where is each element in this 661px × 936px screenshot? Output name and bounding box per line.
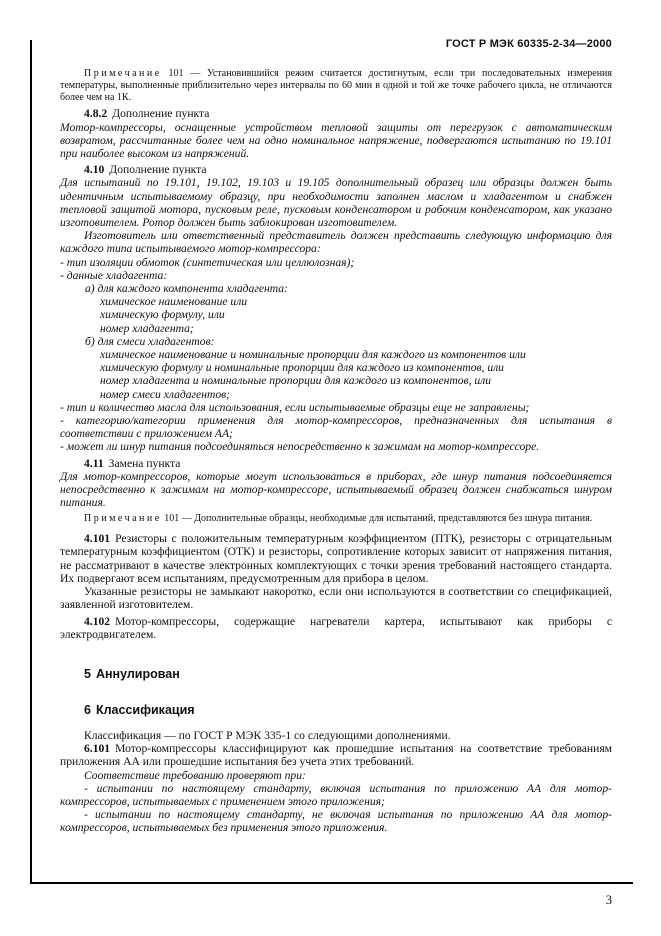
- clause-number: 4.101: [84, 532, 111, 546]
- note-101-extra-samples: [60, 513, 612, 525]
- clause-text: Резисторы с положительным температурным коэффициентом (ПТК), резисторы с отрицательным температурным коэффициентом (ОТК) и резисторы, сопротивление которых зависит от напряжения питания, не рассматривают в качестве электронных комплектующих с точки зрения требований настоящего стандарта. Их подвергают всем испытаниям, предусмотренным для прибора в целом.: [60, 532, 612, 585]
- clause-number: 4.10: [84, 163, 105, 177]
- note-label: Примечание: [84, 68, 162, 79]
- list-item-refrigerant-data: - данные хладагента:: [60, 268, 168, 282]
- section-heading-5: [60, 667, 612, 681]
- list-item-supply-cord: - может ли шнур питания подсоединяться непосредственно к зажимам на мотор-компрессоре.: [60, 440, 540, 454]
- list-subitem-mixture-name: химическое наименование и номинальные пропорции для каждого из компонентов или: [100, 348, 526, 362]
- paragraph-6-101: [60, 742, 612, 768]
- clause-number: 4.11: [84, 456, 104, 470]
- clause-number: 4.8.2: [84, 107, 108, 121]
- section-number: 5: [84, 666, 91, 681]
- note-number: 101: [164, 513, 180, 525]
- section-title: Классификация: [95, 702, 195, 717]
- paragraph-4-8-2-body: Мотор-компрессоры, оснащенные устройством тепловой защиты от перегрузок с автоматическим возвратом, рассчитанные более чем на одно номинальное напряжение, подвергаются испытанию по 19.101 при наиболее высоком из напряжений.: [60, 120, 612, 160]
- paragraph-4-10-body: Для испытаний по 19.101, 19.102, 19.103 и 19.105 дополнительный образец или образцы должен быть идентичным испытываемому образцу, при необходимости заполнен маслом и хладагентом и снабжен тепловой защитой мотора, пусковым реле, пусковым конденсатором и рабочим конденсатором, как указано изготовителем. Ротор должен быть заблокирован изготовителем.: [60, 176, 612, 230]
- list-subitem-mixture-number: номер хладагента и номинальные пропорции для каждого из компонентов, или: [100, 374, 492, 388]
- clause-title: Замена пункта: [108, 456, 181, 470]
- section-number: 6: [84, 702, 91, 717]
- note-label: Примечание: [84, 513, 162, 525]
- paragraph-4-102: [60, 615, 612, 641]
- clause-text: Мотор-компрессоры, содержащие нагреватели картера, испытывают как приборы с электродвигателем.: [60, 614, 612, 641]
- paragraph-manufacturer-info: Изготовитель или ответственный представитель должен представить следующую информацию для каждого типа испытываемого мотор-компрессора:: [60, 229, 612, 256]
- list-subitem-refrigerant-number: номер хладагента;: [100, 321, 194, 335]
- clause-heading-4-8-2: [60, 107, 612, 120]
- list-item-test-with-annex: - испытании по настоящему стандарту, включая испытания по приложению АА для мотор-компрессоров, испытываемых с применением этого приложения;: [60, 781, 612, 808]
- doc-code-header: ГОСТ Р МЭК 60335-2-34—2000: [445, 38, 612, 50]
- list-item-application-category: - категорию/категории применения для мотор-компрессоров, предназначенных для испытания в соответствии с приложением АА;: [60, 414, 612, 441]
- note-text: — Установившийся режим считается достигнутым, если три последовательных измерения температуры, выполненные приблизительно через интервалы по 60 мин в одной и той же точке рабочего цикла, не отличаются более чем на 1К.: [60, 68, 613, 103]
- list-item-b-mixture: б) для смеси хладагентов:: [85, 334, 215, 348]
- paragraph-compliance-check: Соответствие требованию проверяют при:: [84, 768, 306, 782]
- list-subitem-chemical-name: химическое наименование или: [100, 295, 248, 309]
- text-column: [60, 64, 612, 835]
- clause-title: Дополнение пункта: [112, 107, 210, 121]
- paragraph-4-101: [60, 532, 612, 585]
- list-subitem-chemical-formula: химическую формулу, или: [100, 308, 225, 322]
- clause-number: 6.101: [84, 742, 111, 756]
- clause-heading-4-10: [60, 163, 612, 176]
- list-item-oil-type: - тип и количество масла для использования, если испытываемые образцы еще не заправлены;: [60, 400, 530, 414]
- paragraph-classification-intro: Классификация — по ГОСТ Р МЭК 335-1 со следующими дополнениями.: [84, 728, 451, 742]
- section-heading-6: [60, 703, 612, 717]
- list-item-a-component: а) для каждого компонента хладагента:: [85, 282, 288, 296]
- paragraph-resistors-note: Указанные резисторы не замыкают накоротко, если они используются в соответствии со спецификацией, заявленной изготовителем.: [60, 585, 612, 612]
- page-number: 3: [605, 893, 612, 907]
- list-item-test-without-annex: - испытании по настоящему стандарту, не включая испытания по приложению АА для мотор-компрессоров, испытываемых без применения этого приложения.: [60, 808, 612, 835]
- list-subitem-mixture-blend-number: номер смеси хладагентов;: [100, 387, 231, 401]
- clause-heading-4-11: [60, 457, 612, 470]
- list-item-insulation-type: - тип изоляции обмоток (синтетическая или целлюлозная);: [60, 255, 355, 269]
- section-title: Аннулирован: [95, 666, 180, 681]
- note-number: 101: [168, 68, 184, 79]
- clause-text: Мотор-компрессоры классифицируют как прошедшие испытания на соответствие требованиям приложения АА или прошедшие испытания без учета этих требований.: [60, 742, 612, 769]
- note-101-steady-state: [60, 68, 612, 103]
- note-text: — Дополнительные образцы, необходимые для испытаний, представляются без шнура питания.: [181, 513, 593, 525]
- paragraph-4-11-body: Для мотор-компрессоров, которые могут использоваться в приборах, где шнур питания подсоединяется непосредственно к зажимам на мотор-компрессоре, испытываемый образец должен снабжаться шнуром питания.: [60, 469, 612, 510]
- clause-title: Дополнение пункта: [109, 163, 207, 177]
- clause-number: 4.102: [84, 614, 111, 628]
- list-subitem-mixture-formula: химическую формулу и номинальные пропорции для каждого из компонентов, или: [100, 361, 504, 375]
